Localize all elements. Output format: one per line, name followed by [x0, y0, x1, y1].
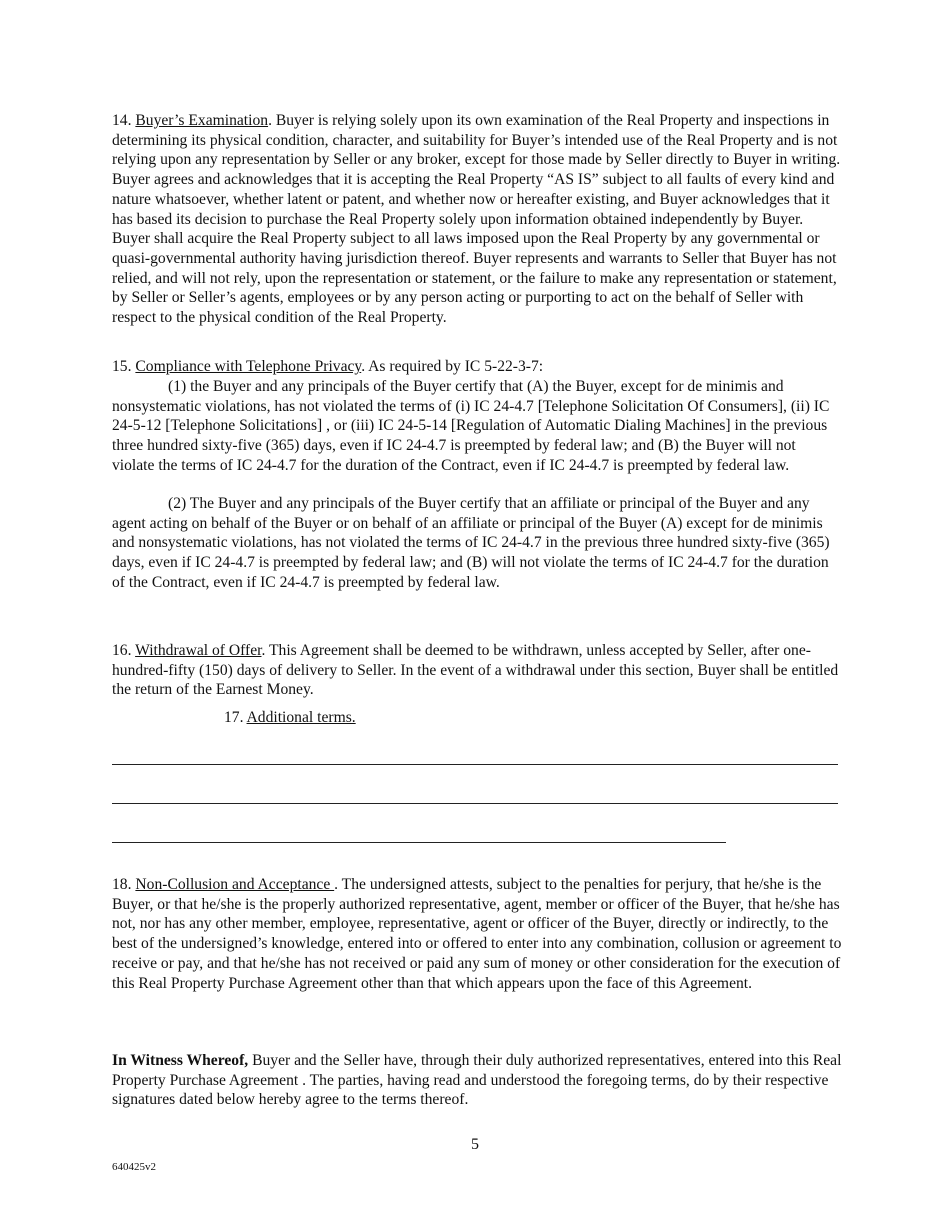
section-17-heading: Additional terms. [246, 709, 356, 726]
section-17-additional-terms [224, 708, 356, 728]
additional-terms-line-2 [112, 803, 838, 804]
additional-terms-line-1 [112, 764, 838, 765]
section-15-number: 15. [112, 358, 136, 375]
section-14-heading: Buyer’s Examination [135, 112, 269, 129]
page-number: 5 [471, 1136, 479, 1153]
document-id: 640425v2 [112, 1161, 156, 1173]
section-16-withdrawal-of-offer [112, 641, 842, 700]
witness-lead: In Witness Whereof, [112, 1052, 249, 1069]
section-18-number: 18. [112, 876, 136, 893]
section-16-heading: Withdrawal of Offer [135, 642, 262, 659]
section-16-text: . This Agreement shall be deemed to be withdrawn, unless accepted by Seller, after one-hundred-fifty (150) days of delivery to Seller. In the event of a withdrawal under this section, Buyer shall be entitled the return of the Earnest Money. [112, 642, 839, 699]
section-18-non-collusion [112, 875, 842, 993]
section-17-number: 17. [224, 709, 247, 726]
section-15-item-1: (1) the Buyer and any principals of the Buyer certify that (A) the Buyer, except for de minimis and nonsystematic violations, has not violated the terms of (i) IC 24-4.7 [Telephone Solicitation Of Consumers], (ii) IC 24-5-12 [Telephone Solicitations] , or (iii) IC 24-5-14 [Regulation of Automatic Dialing Machines] in the previous three hundred sixty-five (365) days, even if IC 24-4.7 is preempted by federal law; and (B) the Buyer will not violate the terms of IC 24-4.7 for the duration of the Contract, even if IC 24-4.7 is preempted by federal law. [112, 378, 830, 474]
section-14-number: 14. [112, 112, 136, 129]
section-16-number: 16. [112, 642, 136, 659]
section-15-intro: . As required by IC 5-22-3-7: [361, 358, 544, 375]
section-18-heading: Non-Collusion and Acceptance [135, 876, 335, 893]
section-15-heading: Compliance with Telephone Privacy [135, 358, 362, 375]
section-14-text: . Buyer is relying solely upon its own examination of the Real Property and inspections in determining its physical condition, character, and suitability for Buyer’s intended use of the Real Property and is not relying upon any representation by Seller or any broker, except for those made by Seller directly to Buyer in writing. Buyer agrees and acknowledges that it is accepting the Real Property “AS IS” subject to all faults of every kind and nature whatsoever, whether latent or patent, and whether now or hereafter existing, and Buyer acknowledges that it has based its decision to purchase the Real Property solely upon information obtained independently by Buyer. Buyer shall acquire the Real Property subject to all laws imposed upon the Real Property by any governmental or quasi-governmental authority having jurisdiction thereof. Buyer represents and warrants to Seller that Buyer has not relied, and will not rely, upon the representation or statement, or the failure to make any representation or statement, by Seller or Seller’s agents, employees or by any person acting or purporting to act on the behalf of Seller with respect to the physical condition of the Real Property. [112, 112, 841, 327]
witness-text: Buyer and the Seller have, through their duly authorized representatives, entered into this Real Property Purchase Agreement . The parties, having read and understood the foregoing terms, do by their respective signatures dated below hereby agree to the terms thereof. [112, 1052, 842, 1109]
additional-terms-line-3 [112, 842, 726, 843]
section-14-buyers-examination [112, 111, 842, 328]
section-15-item-2: (2) The Buyer and any principals of the Buyer certify that an affiliate or principal of the Buyer and any agent acting on behalf of the Buyer or on behalf of an affiliate or principal of the Buyer (A) except for de minimis and nonsystematic violations, has not violated the terms of IC 24-4.7 in the previous three hundred sixty-five (365) days, even if IC 24-4.7 is preempted by federal law; and (B) will not violate the terms of IC 24-4.7 for the duration of the Contract, even if IC 24-4.7 is preempted by federal law. [112, 495, 830, 591]
witness-whereof-paragraph [112, 1051, 842, 1110]
section-18-text: . The undersigned attests, subject to the penalties for perjury, that he/she is the Buyer, or that he/she is the properly authorized representative, agent, member or officer of the Buyer, that he/she has not, nor has any other member, employee, representative, agent or officer of the Buyer, directly or indirectly, to the best of the undersigned’s knowledge, entered into or offered to enter into any combination, collusion or agreement to receive or pay, and that he/she has not received or paid any sum of money or other consideration for the execution of this Real Property Purchase Agreement other than that which appears upon the face of this Agreement. [112, 876, 842, 992]
section-15-telephone-privacy [112, 357, 842, 377]
